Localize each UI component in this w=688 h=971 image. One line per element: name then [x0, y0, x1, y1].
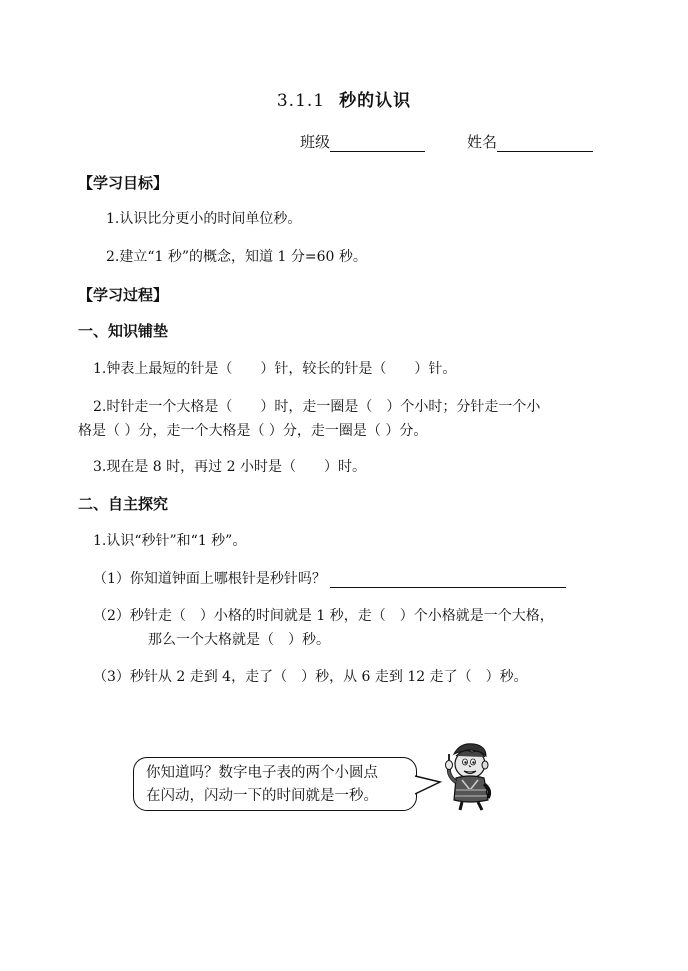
tip-line-1: 你知道吗？数字电子表的两个小圆点: [146, 765, 378, 781]
cartoon-boy-icon: [440, 740, 502, 812]
class-field[interactable]: [300, 131, 425, 152]
name-field[interactable]: [467, 131, 593, 152]
part1-question-3: 3.现在是 8 时，再过 2 小时是（ ）时。: [93, 459, 366, 475]
part2-question-1: [93, 568, 566, 588]
goal-item-2: 2.建立“1 秒”的概念，知道 1 分=60 秒。: [106, 249, 367, 265]
class-blank[interactable]: [330, 136, 425, 152]
goals-heading: 【学习目标】: [78, 174, 169, 192]
process-heading: 【学习过程】: [78, 286, 169, 304]
answer-blank[interactable]: [330, 572, 566, 588]
goal-item-1: 1.认识比分更小的时间单位秒。: [106, 211, 302, 227]
part2-question-2-line1: （2）秒针走（ ）小格的时间就是 1 秒，走（ ）个小格就是一个大格，: [93, 608, 554, 624]
part2-intro: 1.认识“秒针”和“1 秒”。: [93, 533, 247, 549]
part2-question-1-text: （1）你知道钟面上哪根针是秒针吗？: [93, 571, 326, 587]
page-title: [0, 86, 688, 111]
tip-line-2: 在闪动，闪动一下的时间就是一秒。: [146, 788, 378, 804]
tip-text: [146, 762, 378, 808]
part1-question-1: 1.钟表上最短的针是（ ）针，较长的针是（ ）针。: [93, 361, 457, 377]
part2-question-3: （3）秒针从 2 走到 4，走了（ ）秒，从 6 走到 12 走了（ ）秒。: [93, 669, 528, 685]
part2-heading: 二、自主探究: [78, 495, 169, 513]
section-number: 3.1.1: [276, 91, 326, 111]
part1-question-2-line1: 2.时针走一个大格是（ ）时，走一圈是（ ）个小时；分针走一个小: [93, 399, 541, 415]
part1-heading: 一、知识铺垫: [78, 322, 169, 340]
title-text: 秒的认识: [339, 91, 412, 111]
speech-bubble: [133, 757, 417, 811]
class-label: 班级: [300, 133, 331, 151]
part2-question-2-line2: 那么一个大格就是（ ）秒。: [148, 632, 330, 648]
name-blank[interactable]: [497, 136, 593, 152]
part1-question-2-line2: 格是（ ）分，走一个大格是（ ）分，走一圈是（ ）分。: [78, 423, 428, 439]
name-label: 姓名: [467, 133, 498, 151]
